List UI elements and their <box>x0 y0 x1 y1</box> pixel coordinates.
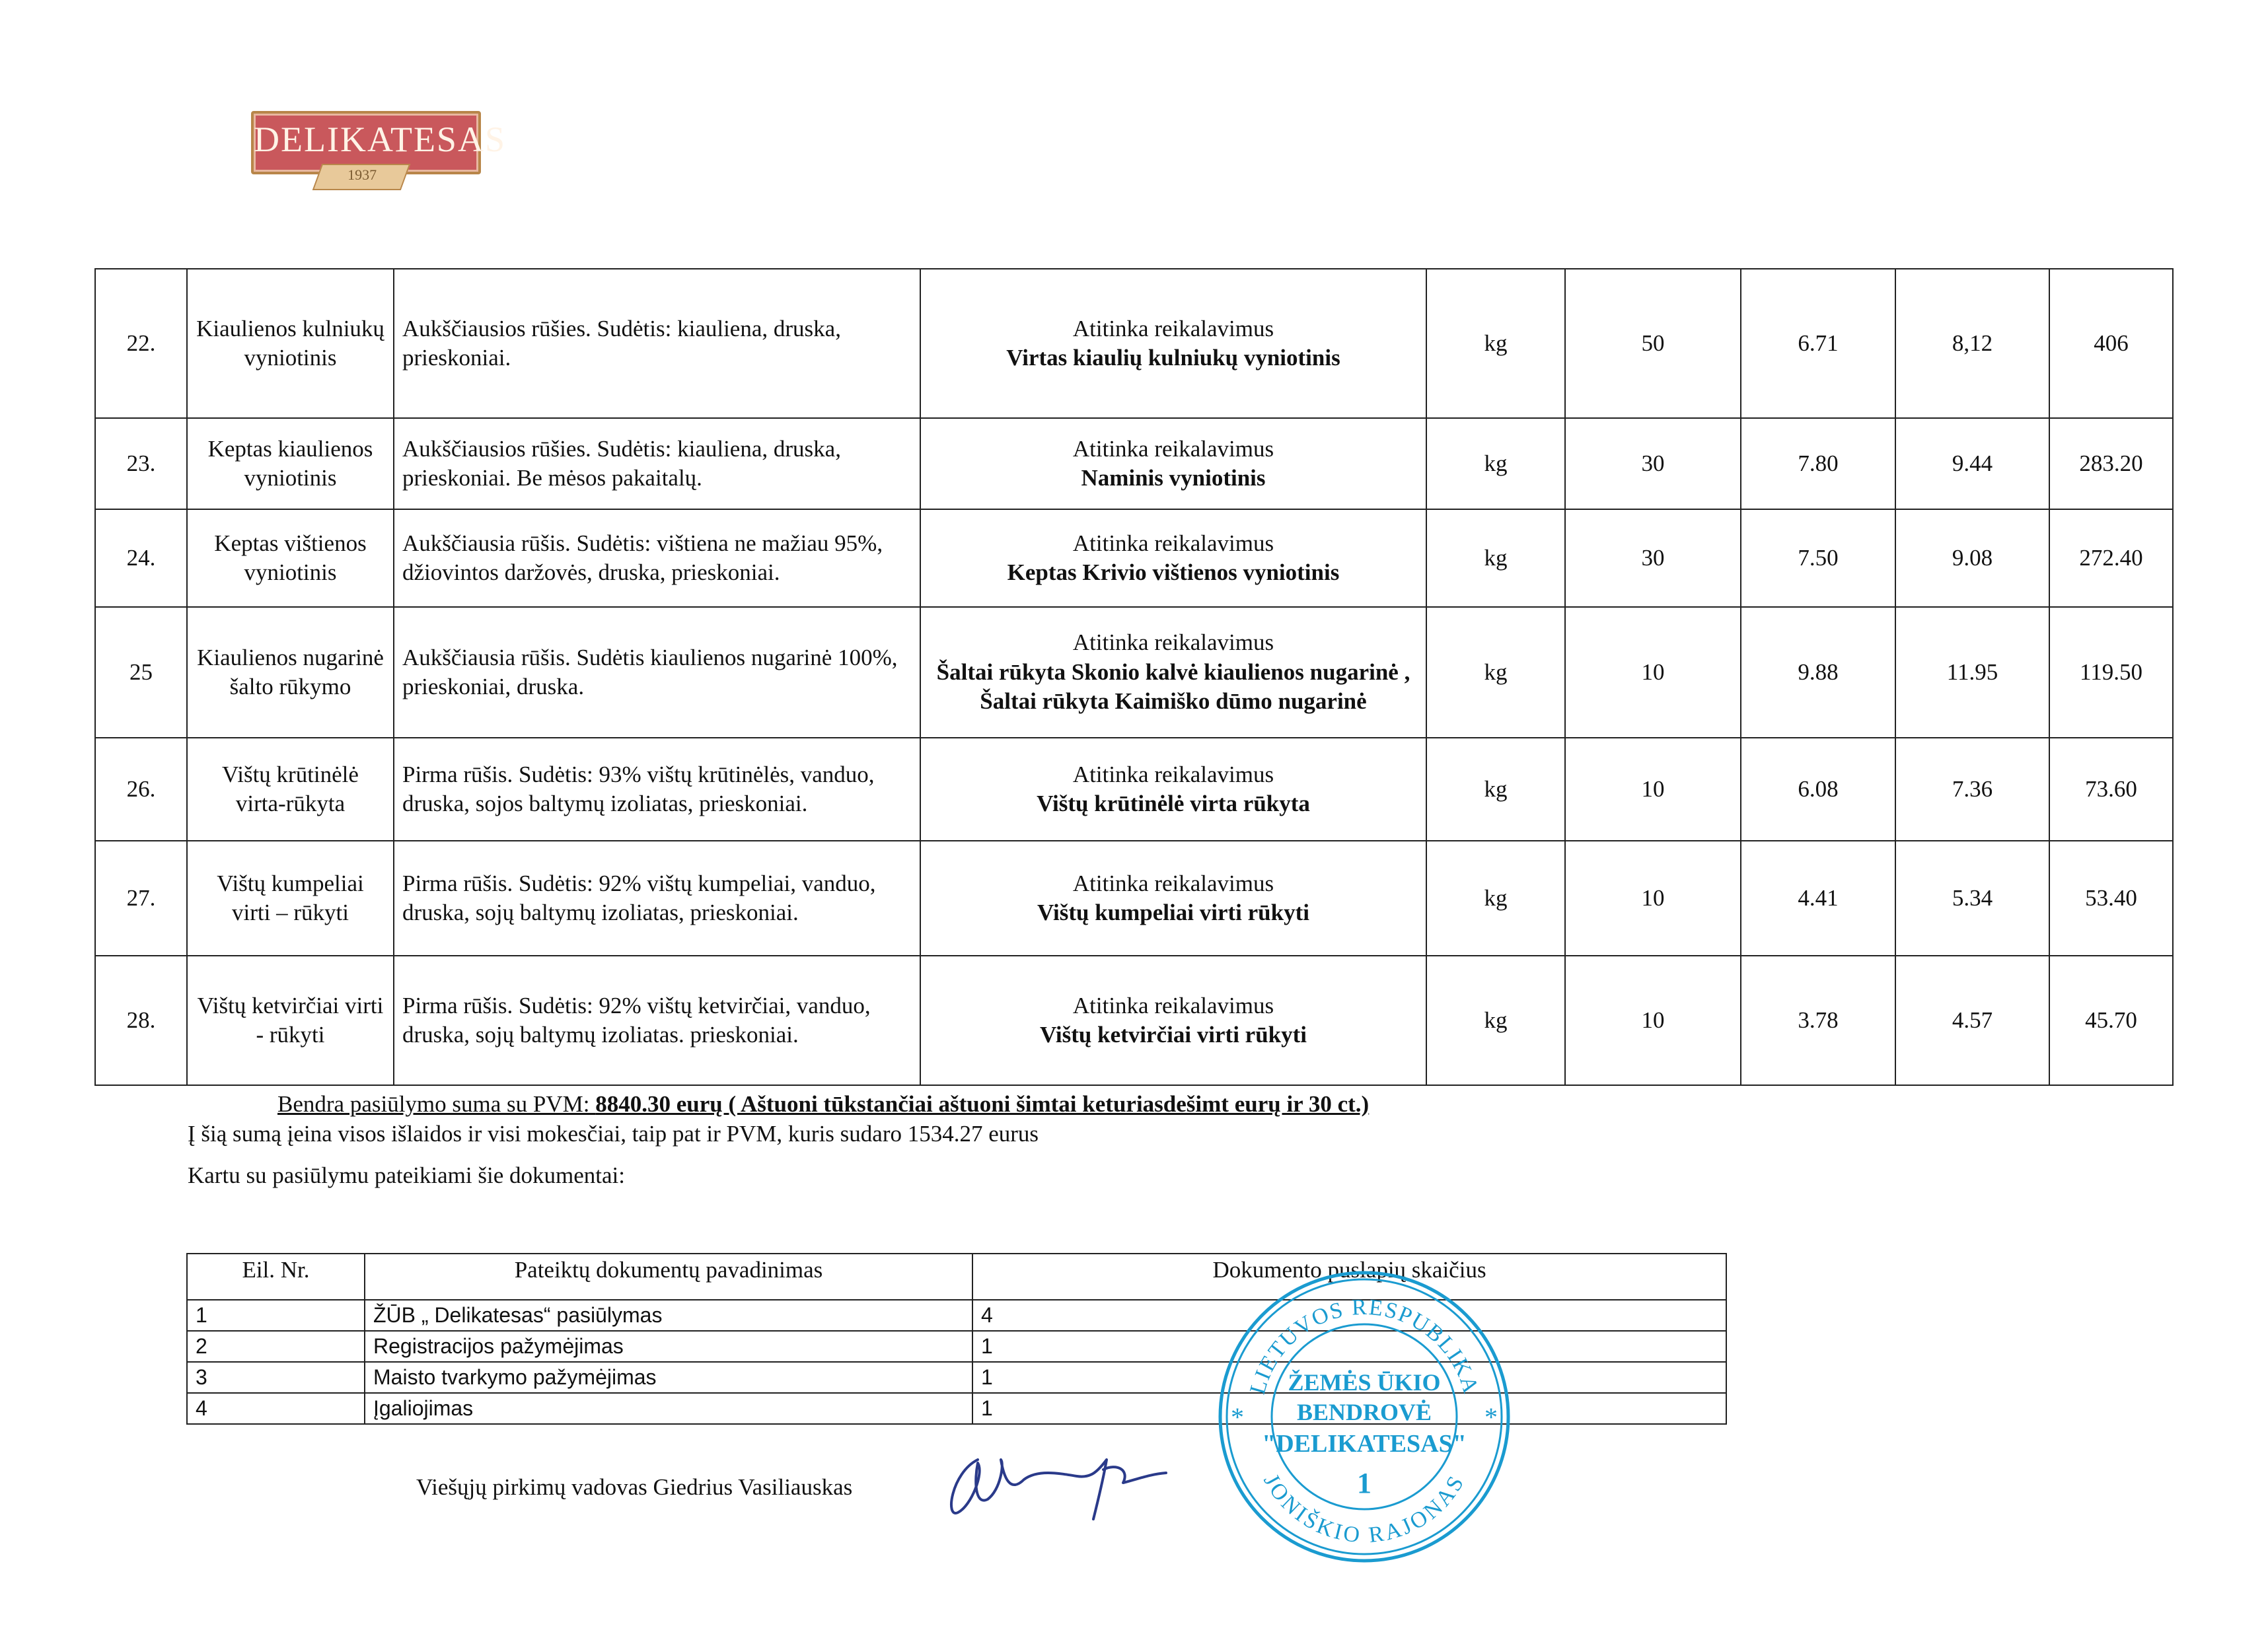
line-total: 53.40 <box>2049 841 2173 956</box>
offered-product: Naminis vyniotinis <box>1081 465 1266 491</box>
unit: kg <box>1426 738 1565 841</box>
logo-text: DELIKATESAS <box>254 120 506 159</box>
unit-price-vat: 11.95 <box>1895 607 2049 738</box>
compliance-text: Atitinka reikalavimus <box>1072 761 1274 787</box>
product-description: Pirma rūšis. Sudėtis: 93% vištų krūtinėlės, vanduo, druska, sojos baltymų izoliatas, prieskoniai. <box>394 738 920 841</box>
compliance-cell <box>920 956 1426 1085</box>
offered-product: Vištų ketvirčiai virti rūkyti <box>1039 1022 1307 1048</box>
document-number: 1 <box>187 1300 365 1331</box>
unit-price: 7.50 <box>1741 509 1895 607</box>
docs-header-name: Pateiktų dokumentų pavadinimas <box>365 1254 972 1300</box>
stamp-star-right-icon: * <box>1484 1402 1498 1432</box>
stamp-outer-bottom: JONIŠKIO RAJONAS <box>1259 1470 1470 1548</box>
unit-price: 6.08 <box>1741 738 1895 841</box>
signer-name: Viešųjų pirkimų vadovas Giedrius Vasiliauskas <box>416 1474 853 1500</box>
product-description: Pirma rūšis. Sudėtis: 92% vištų kumpeliai, vanduo, druska, sojų baltymų izoliatas, prieskoniai. <box>394 841 920 956</box>
unit: kg <box>1426 269 1565 418</box>
compliance-text: Atitinka reikalavimus <box>1072 629 1274 656</box>
compliance-cell <box>920 738 1426 841</box>
product-description: Aukščiausia rūšis. Sudėtis kiaulienos nugarinė 100%, prieskoniai, druska. <box>394 607 920 738</box>
document-name: Įgaliojimas <box>365 1393 972 1424</box>
product-name: Keptas vištienos vyniotinis <box>187 509 394 607</box>
unit-price-vat: 7.36 <box>1895 738 2049 841</box>
offered-product: Vištų kumpeliai virti rūkyti <box>1037 900 1309 925</box>
compliance-cell <box>920 509 1426 607</box>
compliance-text: Atitinka reikalavimus <box>1072 315 1274 341</box>
line-total: 272.40 <box>2049 509 2173 607</box>
line-total: 119.50 <box>2049 607 2173 738</box>
line-total: 73.60 <box>2049 738 2173 841</box>
product-description: Aukščiausios rūšies. Sudėtis: kiauliena, druska, prieskoniai. <box>394 269 920 418</box>
unit-price-vat: 4.57 <box>1895 956 2049 1085</box>
product-row <box>95 418 2173 509</box>
unit: kg <box>1426 509 1565 607</box>
compliance-cell <box>920 607 1426 738</box>
product-name: Vištų kumpeliai virti – rūkyti <box>187 841 394 956</box>
unit-price-vat: 9.44 <box>1895 418 2049 509</box>
product-description: Aukščiausia rūšis. Sudėtis: vištiena ne mažiau 95%, džiovintos daržovės, druska, prieskoniai. <box>394 509 920 607</box>
line-total: 45.70 <box>2049 956 2173 1085</box>
product-row <box>95 841 2173 956</box>
unit-price: 7.80 <box>1741 418 1895 509</box>
document-name: Registracijos pažymėjimas <box>365 1331 972 1362</box>
offered-product: Keptas Krivio vištienos vyniotinis <box>1007 559 1340 585</box>
product-name: Kiaulienos nugarinė šalto rūkymo <box>187 607 394 738</box>
document-number: 3 <box>187 1362 365 1393</box>
products-table <box>94 268 2174 1086</box>
quantity: 30 <box>1565 418 1741 509</box>
unit-price-vat: 8,12 <box>1895 269 2049 418</box>
document-name: Maisto tvarkymo pažymėjimas <box>365 1362 972 1393</box>
stamp-line-1: ŽEMĖS ŪKIO <box>1288 1369 1441 1396</box>
row-number: 22. <box>95 269 187 418</box>
logo-year: 1937 <box>348 166 377 183</box>
company-stamp <box>1212 1265 1516 1569</box>
stamp-outer-top: LIETUVOS RESPUBLIKA <box>1245 1295 1484 1398</box>
document-number: 2 <box>187 1331 365 1362</box>
product-name: Kiaulienos kulniukų vyniotinis <box>187 269 394 418</box>
product-description: Pirma rūšis. Sudėtis: 92% vištų ketvirčiai, vanduo, druska, sojų baltymų izoliatas. prieskoniai. <box>394 956 920 1085</box>
compliance-cell <box>920 841 1426 956</box>
product-row <box>95 269 2173 418</box>
offer-total <box>277 1091 1369 1118</box>
document-name: ŽŪB „ Delikatesas“ pasiūlymas <box>365 1300 972 1331</box>
unit-price-vat: 9.08 <box>1895 509 2049 607</box>
compliance-text: Atitinka reikalavimus <box>1072 870 1274 896</box>
offered-product-alt: Šaltai rūkyta Kaimiško dūmo nugarinė <box>980 688 1367 715</box>
company-logo <box>244 99 506 192</box>
offer-total-label: Bendra pasiūlymo suma su PVM: <box>277 1091 596 1117</box>
row-number: 27. <box>95 841 187 956</box>
unit: kg <box>1426 607 1565 738</box>
logo-ribbon <box>312 164 411 190</box>
quantity: 10 <box>1565 607 1741 738</box>
product-name: Keptas kiaulienos vyniotinis <box>187 418 394 509</box>
document-pages: 4 <box>972 1300 1726 1331</box>
unit-price: 6.71 <box>1741 269 1895 418</box>
document-number: 4 <box>187 1393 365 1424</box>
product-name: Vištų ketvirčiai virti - rūkyti <box>187 956 394 1085</box>
unit-price-vat: 5.34 <box>1895 841 2049 956</box>
quantity: 10 <box>1565 738 1741 841</box>
stamp-line-3: "DELIKATESAS" <box>1262 1430 1467 1458</box>
unit: kg <box>1426 956 1565 1085</box>
docs-header-no: Eil. Nr. <box>187 1254 365 1300</box>
compliance-text: Atitinka reikalavimus <box>1072 992 1274 1018</box>
line-total: 406 <box>2049 269 2173 418</box>
quantity: 10 <box>1565 841 1741 956</box>
offer-total-amount: 8840.30 eurų ( Aštuoni tūkstančiai aštuoni šimtai keturiasdešimt eurų ir 30 ct.) <box>595 1091 1370 1117</box>
documents-intro: Kartu su pasiūlymu pateikiami šie dokumentai: <box>188 1162 625 1188</box>
compliance-cell <box>920 269 1426 418</box>
offered-product: Vištų krūtinėlė virta rūkyta <box>1037 791 1310 816</box>
document-pages: 1 <box>972 1331 1726 1362</box>
product-row <box>95 956 2173 1085</box>
unit: kg <box>1426 841 1565 956</box>
offered-product: Šaltai rūkyta Skonio kalvė kiaulienos nugarinė , <box>936 659 1410 685</box>
row-number: 23. <box>95 418 187 509</box>
compliance-text: Atitinka reikalavimus <box>1072 530 1274 556</box>
row-number: 28. <box>95 956 187 1085</box>
product-row <box>95 607 2173 738</box>
unit-price: 4.41 <box>1741 841 1895 956</box>
product-description: Aukščiausios rūšies. Sudėtis: kiauliena, druska, prieskoniai. Be mėsos pakaitalų. <box>394 418 920 509</box>
compliance-cell <box>920 418 1426 509</box>
row-number: 25 <box>95 607 187 738</box>
stamp-line-2: BENDROVĖ <box>1296 1399 1432 1425</box>
offered-product: Virtas kiaulių kulniukų vyniotinis <box>1006 345 1340 371</box>
document-pages: 1 <box>972 1362 1726 1393</box>
unit-price: 9.88 <box>1741 607 1895 738</box>
product-row <box>95 509 2173 607</box>
document-pages: 1 <box>972 1393 1726 1424</box>
quantity: 30 <box>1565 509 1741 607</box>
docs-header-pages: Dokumento puslapių skaičius <box>972 1254 1726 1300</box>
unit-price: 3.78 <box>1741 956 1895 1085</box>
tax-note: Į šią sumą įeina visos išlaidos ir visi mokesčiai, taip pat ir PVM, kuris sudaro 1534.27 eurus <box>188 1121 1039 1147</box>
handwritten-signature <box>938 1433 1202 1526</box>
row-number: 26. <box>95 738 187 841</box>
stamp-number: 1 <box>1357 1467 1372 1499</box>
row-number: 24. <box>95 509 187 607</box>
quantity: 50 <box>1565 269 1741 418</box>
product-name: Vištų krūtinėlė virta-rūkyta <box>187 738 394 841</box>
quantity: 10 <box>1565 956 1741 1085</box>
stamp-star-left-icon: * <box>1231 1402 1244 1432</box>
line-total: 283.20 <box>2049 418 2173 509</box>
product-row <box>95 738 2173 841</box>
compliance-text: Atitinka reikalavimus <box>1072 435 1274 462</box>
unit: kg <box>1426 418 1565 509</box>
